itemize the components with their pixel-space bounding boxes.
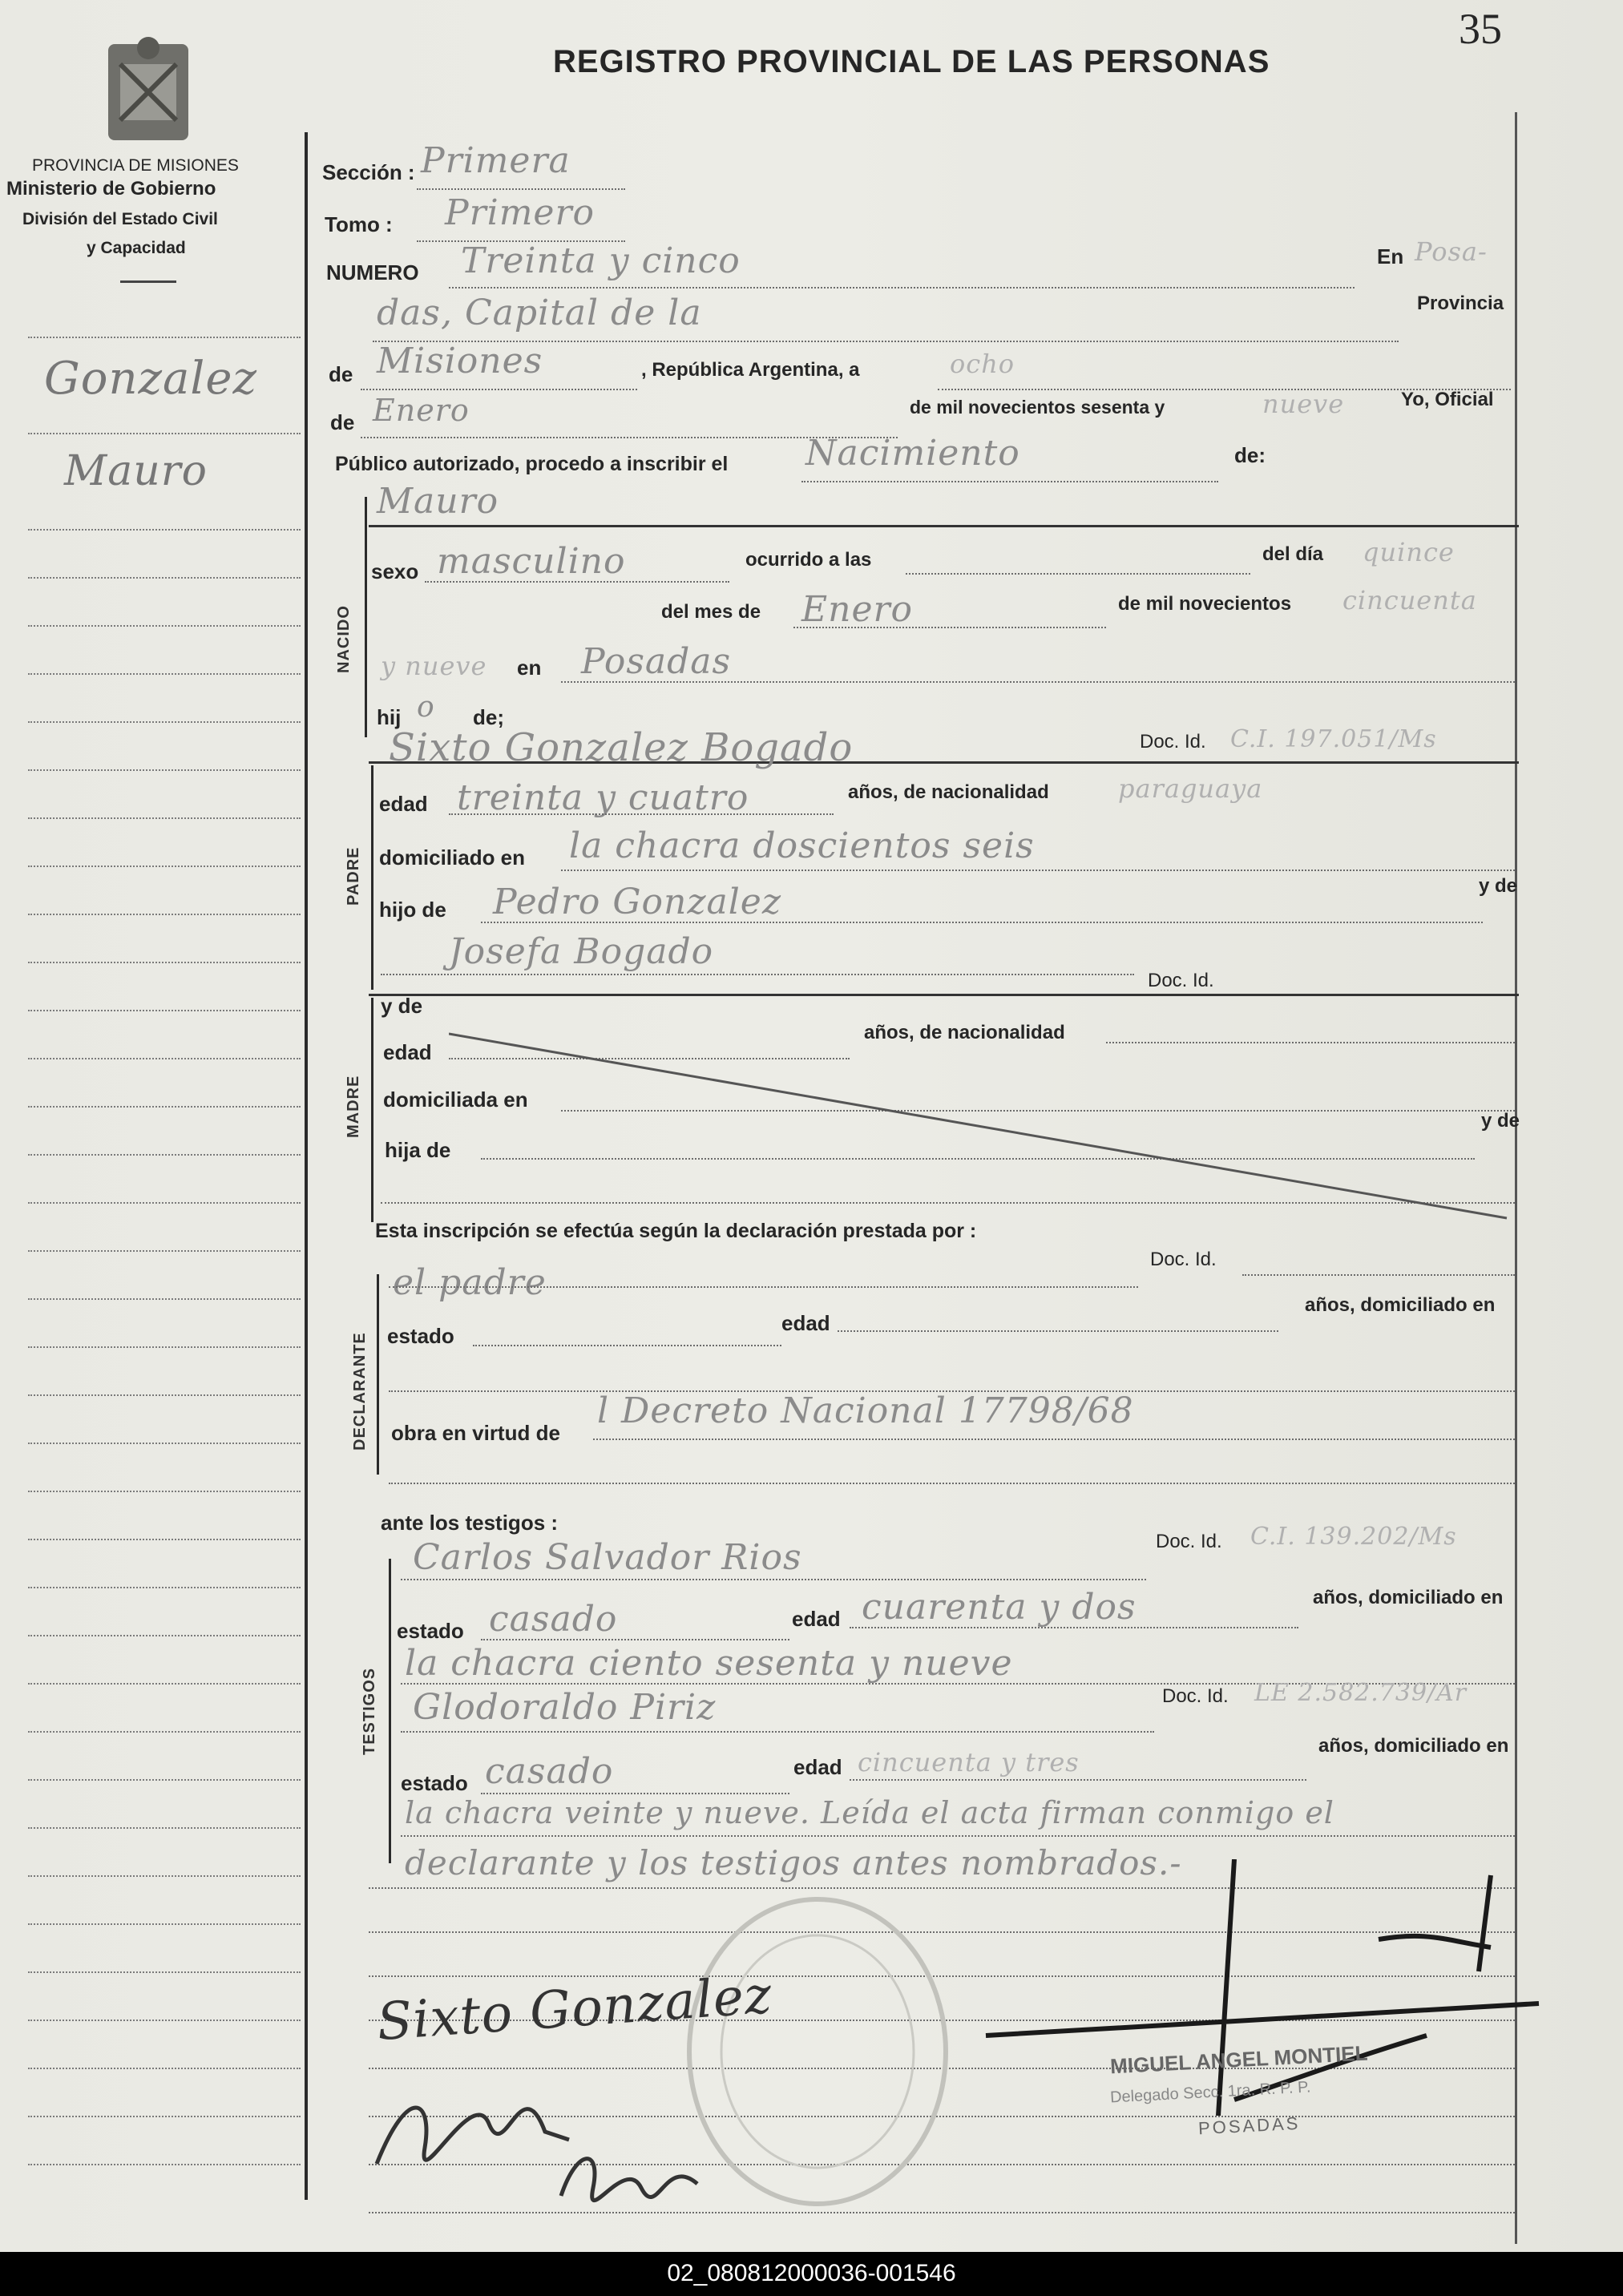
margin-divider [305,132,308,2200]
madre-strikethrough [449,1026,1515,1234]
seccion-value: Primera [421,140,571,181]
en-value: Posa- [1415,236,1488,267]
w1-dom-value: la chacra ciento sesenta y nueve [405,1643,1013,1684]
page-title: REGISTRO PROVINCIAL DE LAS PERSONAS [553,44,1270,79]
margin-surname: Gonzalez [44,353,257,405]
padre-hijo-label: hijo de [379,898,446,922]
act-value: Nacimiento [805,433,1020,474]
anio-value-2: y nueve [381,651,487,681]
stamp-name: MIGUEL ANGEL MONTIEL [1109,2040,1369,2079]
w2-dom-value: la chacra veinte y nueve. Leída el acta firman conmigo el [405,1795,1334,1830]
province-value: Misiones [377,341,543,381]
madre-yde-label: y de [381,994,423,1018]
stamp-city: POSADAS [1197,2112,1301,2139]
declarante-edad-label: edad [781,1311,830,1335]
margin-given-name: Mauro [64,447,208,495]
w1-doc-label: Doc. Id. [1156,1531,1222,1552]
w2-estado-value: casado [485,1751,614,1792]
ocurrido-label: ocurrido a las [745,549,872,571]
declarante-doc-label: Doc. Id. [1150,1249,1217,1270]
w1-doc-value: C.I. 139.202/Ms [1250,1523,1457,1551]
hij-label: hij [377,705,402,729]
org-line-2: Ministerio de Gobierno [6,178,216,200]
w2-doc-label: Doc. Id. [1162,1685,1229,1707]
padre-hijo-value: Pedro Gonzalez [493,882,782,922]
declarante-name: el padre [393,1262,547,1303]
numero-value: Treinta y cinco [461,240,741,281]
tomo-value: Primero [445,192,595,233]
org-line-4: y Capacidad [87,239,186,257]
lugar-value: Posadas [581,641,732,682]
padre-madre-value: Josefa Bogado [449,931,714,972]
publico-label: Público autorizado, procedo a inscribir el [335,453,729,475]
madre-nac-label: años, de nacionalidad [864,1022,1065,1043]
nacido-label: NACIDO [335,605,353,673]
en-label: En [1377,244,1404,268]
w1-estado-label: estado [397,1619,464,1643]
org-line-1: PROVINCIA DE MISIONES [32,156,239,175]
day-value: ocho [950,349,1015,379]
obra-value: l Decreto Nacional 17798/68 [597,1390,1134,1431]
w1-edad-label: edad [792,1607,841,1631]
declarante-signature: Sixto Gonzalez [375,1965,774,2053]
mil-label: de mil novecientos [1118,593,1292,615]
sexo-label: sexo [371,559,419,583]
declarante-intro: Esta inscripción se efectúa según la declaración prestada por : [375,1220,977,1242]
w1-anios-label: años, domiciliado en [1313,1587,1504,1608]
org-line-3: División del Estado Civil [22,210,218,228]
w2-estado-label: estado [401,1771,468,1795]
padre-dom-label: domiciliado en [379,845,526,870]
padre-name: Sixto Gonzalez Bogado [389,725,854,770]
w2-edad-value: cincuenta y tres [858,1747,1080,1777]
w2-edad-label: edad [793,1755,842,1779]
witness-signatures [361,2052,729,2212]
de-label-2: de [330,410,355,434]
w1-name: Carlos Salvador Rios [413,1537,802,1578]
image-id-label: 02_080812000036-001546 [667,2260,956,2286]
anio-value: cincuenta [1342,585,1477,615]
republica-label: , República Argentina, a [641,359,860,381]
padre-nac-label: años, de nacionalidad [848,781,1049,803]
nacido-en-label: en [517,656,542,680]
month-value: Enero [373,393,470,428]
de-label-1: de [329,362,353,386]
padre-doc-label: Doc. Id. [1140,731,1206,753]
madre-yde2-label: y de [1481,1110,1520,1132]
madre-edad-label: edad [383,1040,432,1064]
oficial-label: Yo, Oficial [1401,389,1494,410]
de3-label: de: [1234,443,1266,467]
padre-label: PADRE [345,846,362,906]
testigos-label: TESTIGOS [361,1667,378,1755]
image-footer [0,2252,1623,2296]
declarante-anios-label: años, domiciliado en [1305,1294,1496,1316]
seccion-label: Sección : [322,160,415,184]
obra-label: obra en virtud de [391,1421,560,1445]
tomo-label: Tomo : [325,212,393,236]
padre-dom-value: la chacra doscientos seis [569,825,1035,866]
madre-dom-label: domiciliada en [383,1087,528,1112]
closing-value: declarante y los testigos antes nombrados.- [405,1843,1182,1882]
nacido-de-label: de; [473,705,504,729]
stamp-role: Delegado Secc. 1ra. R. P. P. [1109,2078,1311,2107]
mes-value: Enero [801,589,914,630]
nacido-name: Mauro [377,481,499,522]
madre-doc-label: Doc. Id. [1148,970,1214,991]
padre-doc-value: C.I. 197.051/Ms [1230,725,1437,753]
declarante-estado-label: estado [387,1324,454,1348]
padre-nac-value: paraguaya [1118,773,1263,804]
coat-of-arms-icon [88,32,208,144]
w2-name: Glodoraldo Piriz [413,1687,717,1728]
provincia-label: Provincia [1417,293,1504,314]
hij-value: o [417,691,435,724]
numero-label: NUMERO [326,260,419,284]
place-continuation: das, Capital de la [377,293,702,333]
dia-value: quince [1363,537,1455,567]
w1-estado-value: casado [489,1599,618,1640]
w2-doc-value: LE 2.582.739/Ar [1254,1679,1468,1707]
del-mes-label: del mes de [661,601,761,623]
page-number: 35 [1459,5,1502,53]
w2-anios-label: años, domiciliado en [1318,1735,1509,1757]
padre-edad-label: edad [379,792,428,816]
del-dia-label: del día [1262,543,1324,565]
w1-edad-value: cuarenta y dos [862,1587,1137,1628]
declarante-label: DECLARANTE [351,1332,369,1451]
org-divider [120,280,176,283]
madre-label: MADRE [345,1075,362,1138]
madre-hija-label: hija de [385,1138,451,1162]
testigos-intro: ante los testigos : [381,1511,559,1535]
padre-yde-label: y de [1479,875,1518,897]
sexo-value: masculino [437,541,626,582]
year-value: nueve [1262,389,1345,419]
padre-edad-value: treinta y cuatro [457,777,749,818]
year-label: de mil novecientos sesenta y [910,397,1165,418]
